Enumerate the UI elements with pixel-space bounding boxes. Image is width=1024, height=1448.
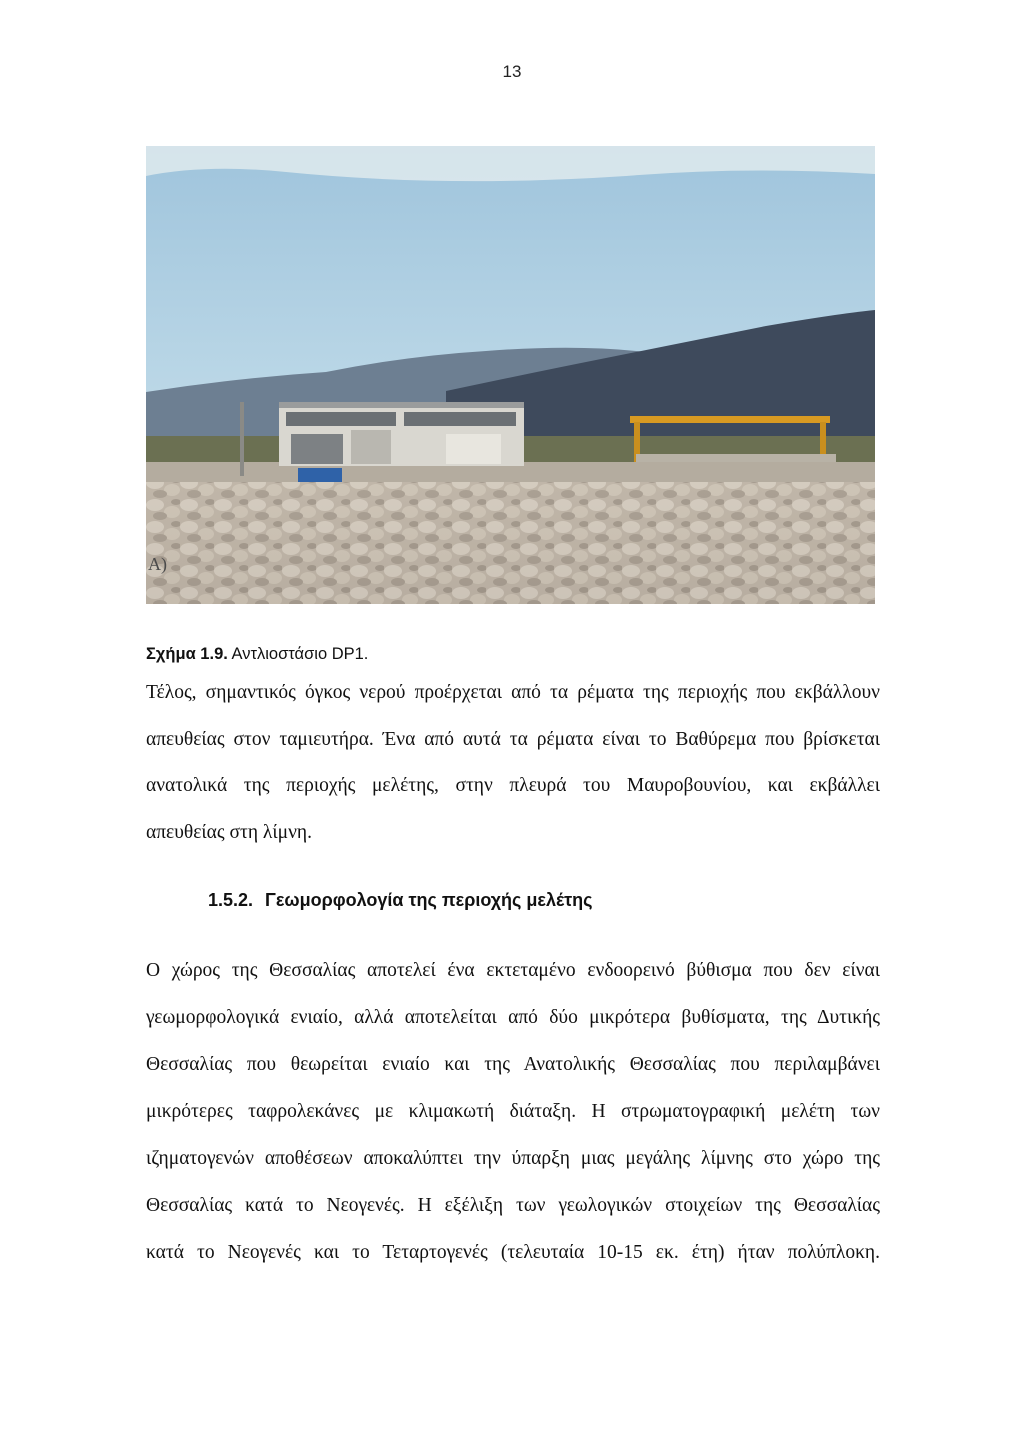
paragraph-2-line-5: ιζηματογενών αποθέσεων αποκαλύπτει την ύπαρξη μιας μεγάλης λίμνης στο χώρο της xyxy=(146,1148,880,1169)
page-number: 13 xyxy=(502,62,522,81)
paragraph-1-line-1: Τέλος, σημαντικός όγκος νερού προέρχεται από τα ρέματα της περιοχής που εκβάλλουν xyxy=(146,682,880,703)
pumping-station-illustration xyxy=(146,146,875,604)
figure-caption-label: Σχήμα 1.9. xyxy=(146,645,228,663)
paragraph-2-line-2: γεωμορφολογικά ενιαίο, αλλά αποτελείται από δύο μικρότερα βυθίσματα, της Δυτικής xyxy=(146,1007,880,1028)
section-heading xyxy=(208,890,592,911)
section-title: Γεωμορφολογία της περιοχής μελέτης xyxy=(265,890,593,910)
figure-caption xyxy=(146,645,368,664)
section-number: 1.5.2. xyxy=(208,890,254,910)
paragraph-2-line-4: μικρότερες ταφρολεκάνες με κλιμακωτή διάταξη. Η στρωματογραφική μελέτη των xyxy=(146,1101,880,1122)
photo-panel-label: A) xyxy=(148,554,167,574)
figure-caption-text: Αντλιοστάσιο DP1. xyxy=(231,645,369,663)
paragraph-2-line-1: Ο χώρος της Θεσσαλίας αποτελεί ένα εκτεταμένο ενδοορεινό βύθισμα που δεν είναι xyxy=(146,960,880,981)
utility-pole xyxy=(240,402,244,476)
paragraph-2-line-7: κατά το Νεογενές και το Τεταρτογενές (τελευταία 10-15 εκ. έτη) ήταν πολύπλοκη. xyxy=(146,1242,880,1263)
paragraph-2-line-6: Θεσσαλίας κατά το Νεογενές. Η εξέλιξη των γεωλογικών στοιχείων της Θεσσαλίας xyxy=(146,1195,880,1216)
paragraph-1-line-4: απευθείας στη λίμνη. xyxy=(146,822,312,843)
paragraph-1-line-2: απευθείας στον ταμιευτήρα. Ένα από αυτά τα ρέματα είναι το Βαθύρεμα που βρίσκεται xyxy=(146,729,880,750)
paragraph-1-line-3: ανατολικά της περιοχής μελέτης, στην πλευρά του Μαυροβουνίου, και εκβάλλει xyxy=(146,775,880,796)
pumping-station-photo xyxy=(146,146,875,604)
paragraph-2-line-3: Θεσσαλίας που θεωρείται ενιαίο και της Ανατολικής Θεσσαλίας που περιλαμβάνει xyxy=(146,1054,880,1075)
